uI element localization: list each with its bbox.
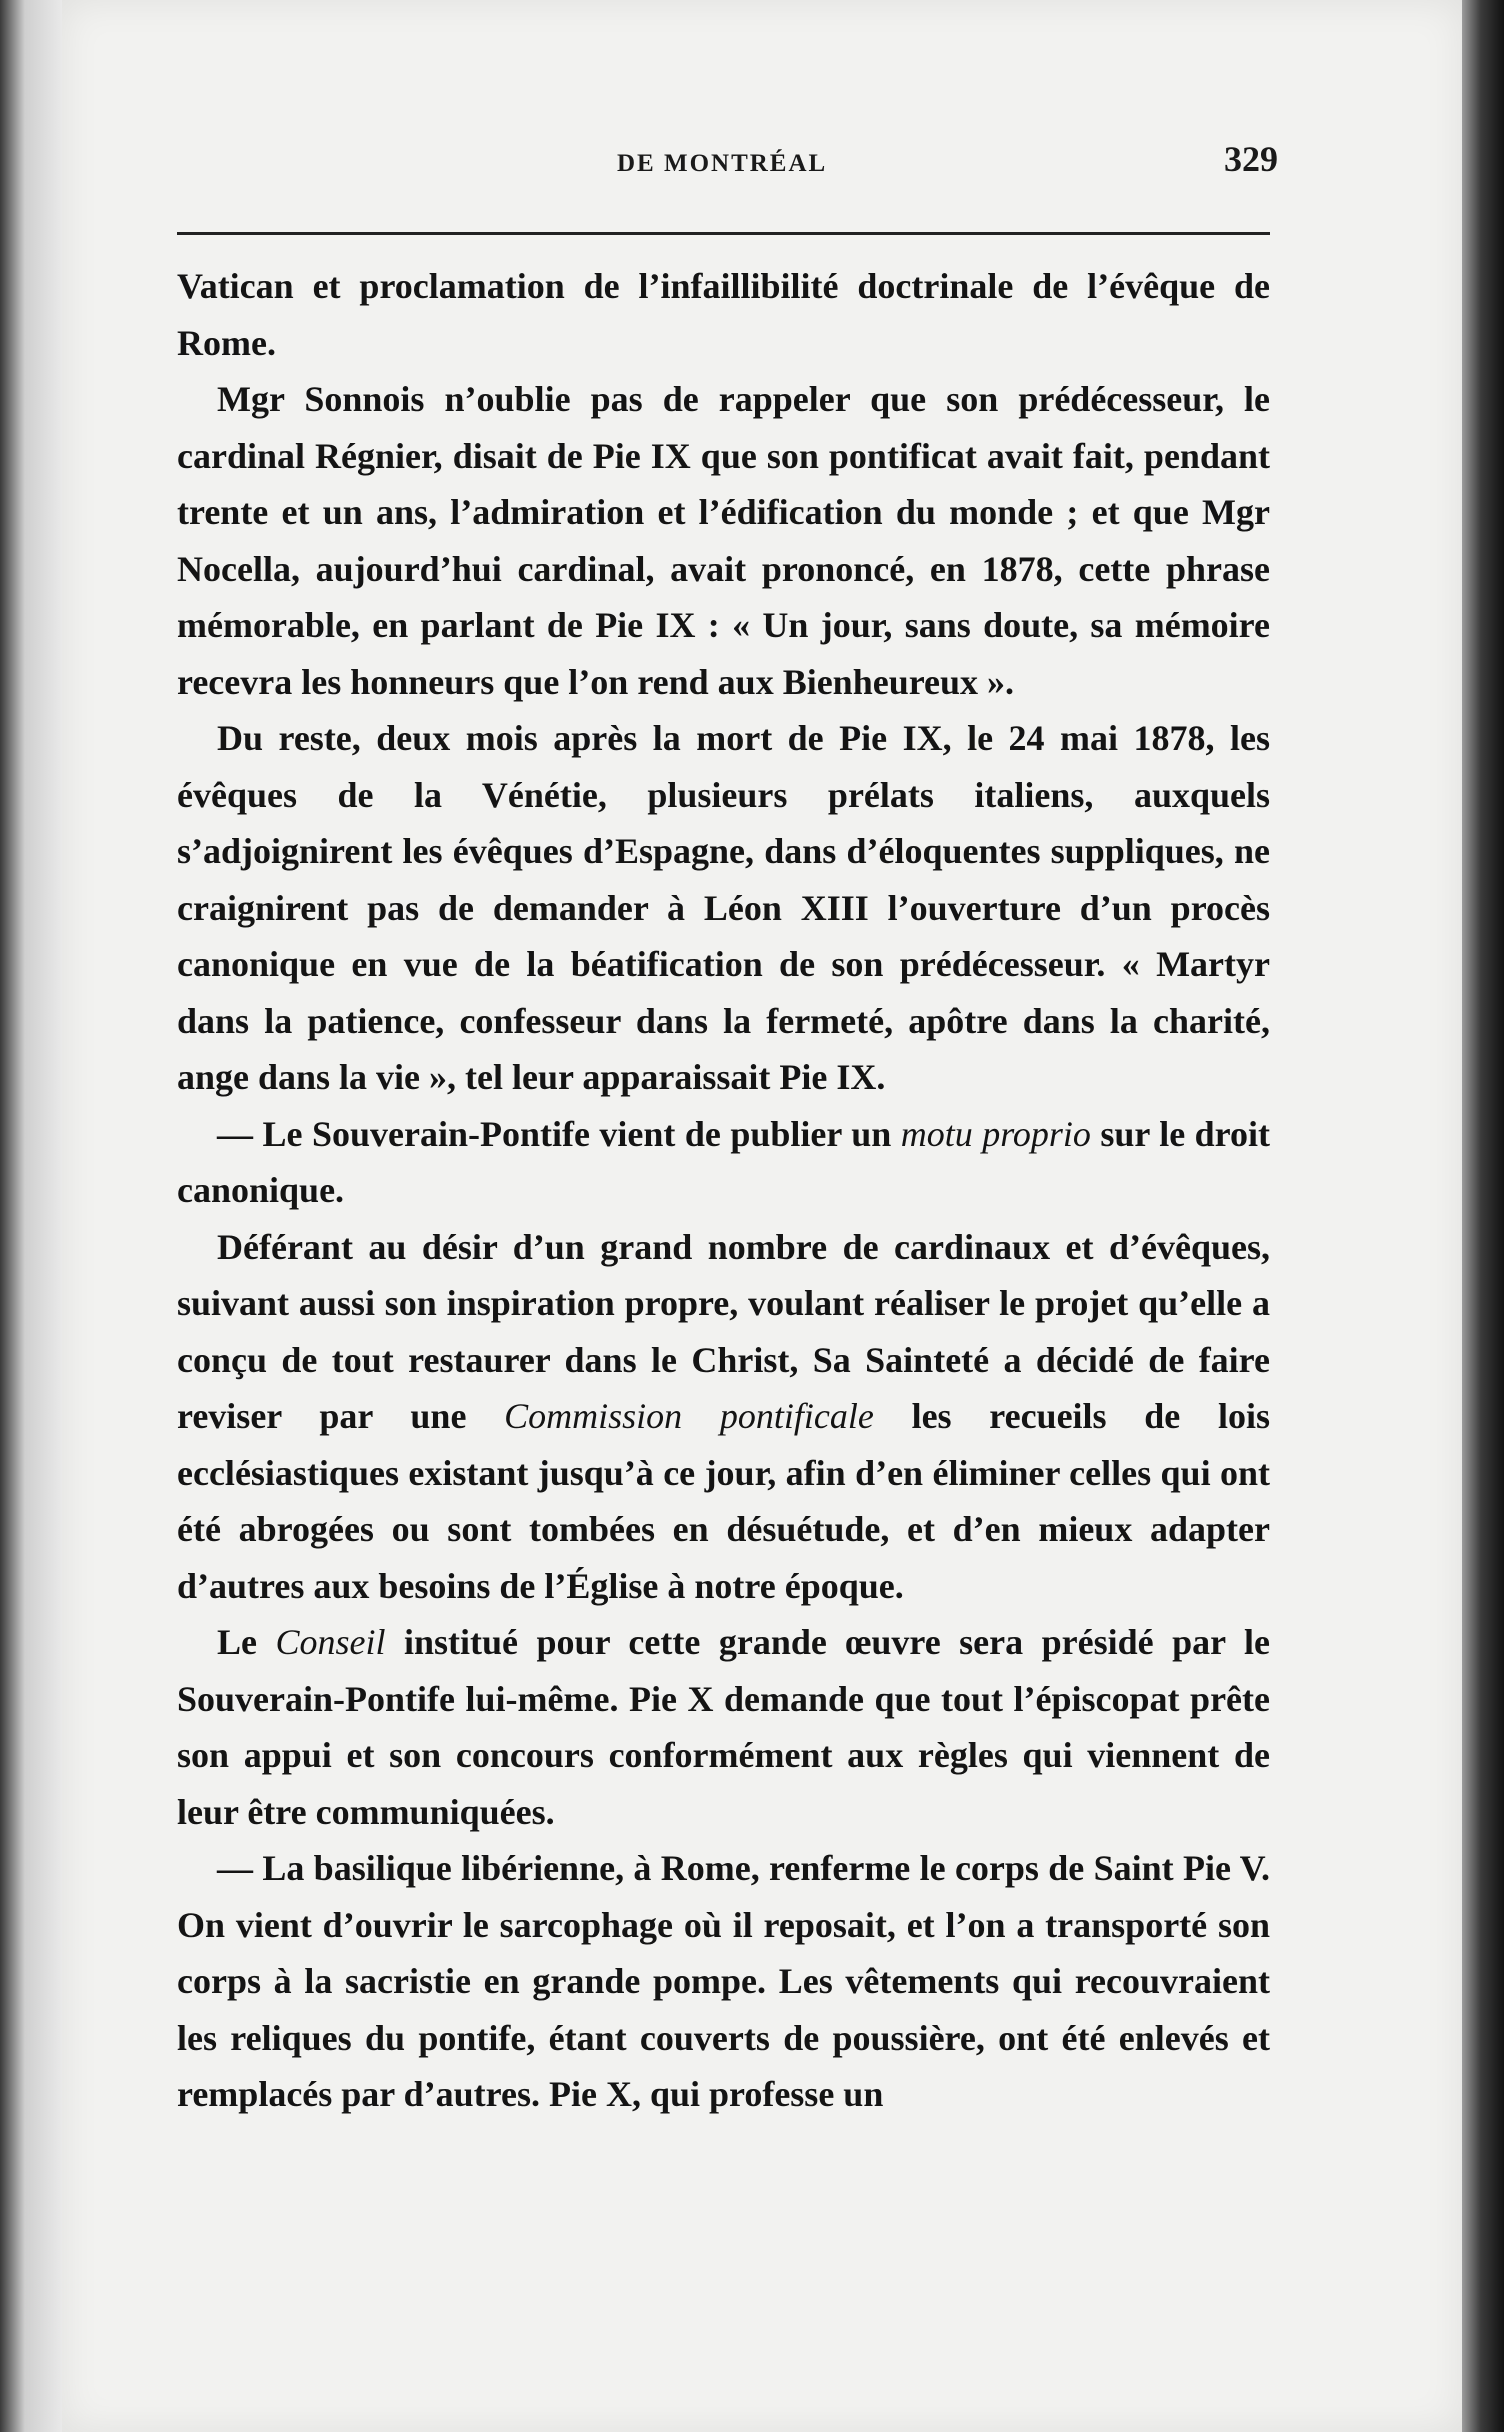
paragraph-text: Déférant au désir d’un grand nombre de cardinaux et d’évêques, suivant aussi son inspiration propre, voulant réaliser le projet qu’elle a conçu de tout restaurer dans le Christ, Sa Sainteté a décidé de faire reviser par une bbox=[177, 1226, 1270, 1436]
paragraph-text: Du reste, deux mois après la mort de Pie IX, le 24 mai 1878, les évêques de la Vénétie, plusieurs prélats italiens, auxquels s’adjoignirent les évêques d’Espagne, dans d’éloquentes suppliques, ne craignirent pas de demander à Léon XIII l’ouverture d’un procès canonique en vue de la béatification de son prédécesseur. « Martyr dans la patience, confesseur dans la fermeté, apôtre dans la charité, ange dans la vie », tel leur apparaissait Pie IX. bbox=[177, 718, 1270, 1097]
page bbox=[62, 0, 1462, 2432]
italic-text: Commission pontificale bbox=[504, 1396, 874, 1436]
paragraph bbox=[177, 1840, 1270, 2123]
book-spine-shadow bbox=[1462, 0, 1504, 2432]
paragraph bbox=[177, 371, 1270, 710]
paragraph-text: Le bbox=[217, 1622, 276, 1662]
paragraph bbox=[177, 1106, 1270, 1219]
body-text bbox=[177, 258, 1270, 2123]
running-header bbox=[62, 139, 1462, 190]
paragraph-text: — Le Souverain-Pontife vient de publier un bbox=[217, 1113, 901, 1154]
paragraph-text: — La basilique libérienne, à Rome, renferme le corps de Saint Pie V. On vient d’ouvrir le sarcophage où il reposait, et l’on a transporté son corps à la sacristie en grande pompe. Les vêtements qui recouvraient les reliques du pontife, étant couverts de poussière, ont été enlevés et remplacés par d’autres. Pie X, qui professe un bbox=[177, 1848, 1270, 2114]
paragraph bbox=[177, 1219, 1270, 1615]
italic-text: motu proprio bbox=[900, 1113, 1091, 1154]
page-number: 329 bbox=[1224, 139, 1278, 179]
paragraph-text: sur le droit canonique. bbox=[177, 1113, 1270, 1210]
paragraph-text: les recueils de lois ecclésiastiques existant jusqu’à ce jour, afin d’en éliminer celles qui ont été abrogées ou sont tombées en désuétude, et d’en mieux adapter d’autres aux besoins de l’Église à notre époque. bbox=[177, 1396, 1271, 1606]
paragraph bbox=[177, 258, 1270, 371]
facing-page-edge bbox=[0, 0, 62, 2432]
paragraph-text: Vatican et proclamation de l’infaillibilité doctrinale de l’évêque de Rome. bbox=[177, 266, 1270, 363]
paragraph bbox=[177, 710, 1270, 1106]
header-rule bbox=[177, 232, 1270, 235]
running-title: DE MONTRÉAL bbox=[617, 150, 828, 177]
paragraph-text: Mgr Sonnois n’oublie pas de rappeler que son prédécesseur, le cardinal Régnier, disait de Pie IX que son pontificat avait fait, pendant trente et un ans, l’admiration et l’édification du monde ; et que Mgr Nocella, aujourd’hui cardinal, avait prononcé, en 1878, cette phrase mémorable, en parlant de Pie IX : « Un jour, sans doute, sa mémoire recevra les honneurs que l’on rend aux Bienheureux ». bbox=[177, 379, 1270, 702]
italic-text: Conseil bbox=[275, 1622, 386, 1662]
paragraph-text: institué pour cette grande œuvre sera présidé par le Souverain-Pontife lui-même. Pie X demande que tout l’épiscopat prête son appui et son concours conformément aux règles qui viennent de leur être communiquées. bbox=[177, 1622, 1270, 1832]
paragraph bbox=[177, 1614, 1270, 1840]
